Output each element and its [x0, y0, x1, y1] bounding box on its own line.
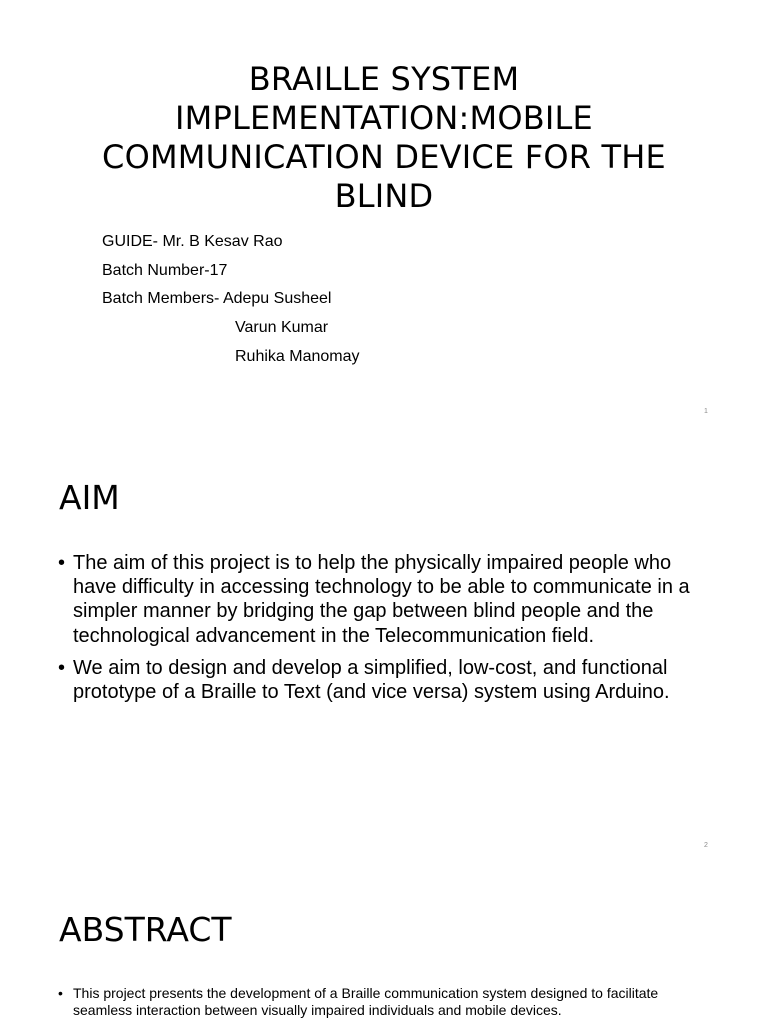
slide-2: [0, 434, 768, 868]
page-number: 2: [704, 842, 708, 849]
page-number: 1: [704, 408, 708, 415]
slide-3: [0, 868, 768, 1024]
list-item: • This project presents the development of a Braille communication system designed to facilitate seamless interaction between visually impaired individuals and mobile devices.: [58, 985, 718, 1019]
batch-number: Batch Number-17: [102, 261, 228, 279]
slide-heading: ABSTRACT: [59, 910, 232, 949]
slide-1: [0, 0, 768, 434]
member-name: Varun Kumar: [235, 319, 329, 337]
member-name: Ruhika Manomay: [235, 347, 360, 365]
guide-line: GUIDE- Mr. B Kesav Rao: [102, 233, 283, 250]
list-item: • The aim of this project is to help the physically impaired people who have difficulty in accessing technology to be able to communicate in a simpler manner by bridging the gap between blind people and the technological advancement in the Telecommunication field.: [58, 551, 718, 648]
slide-title: BRAILLE SYSTEM IMPLEMENTATION:MOBILE COMMUNICATION DEVICE FOR THE BLIND: [102, 60, 666, 215]
aim-bullet-list: [58, 551, 718, 712]
member-name: Adepu Susheel: [222, 290, 332, 308]
batch-members-line: [102, 285, 360, 314]
project-info: [102, 228, 360, 372]
batch-members-label: Batch Members-: [102, 290, 223, 308]
abstract-bullet-list: [58, 985, 718, 1019]
slide-heading: AIM: [59, 478, 120, 517]
list-item: • We aim to design and develop a simplified, low-cost, and functional prototype of a Braille to Text (and vice versa) system using Arduino.: [58, 656, 718, 704]
